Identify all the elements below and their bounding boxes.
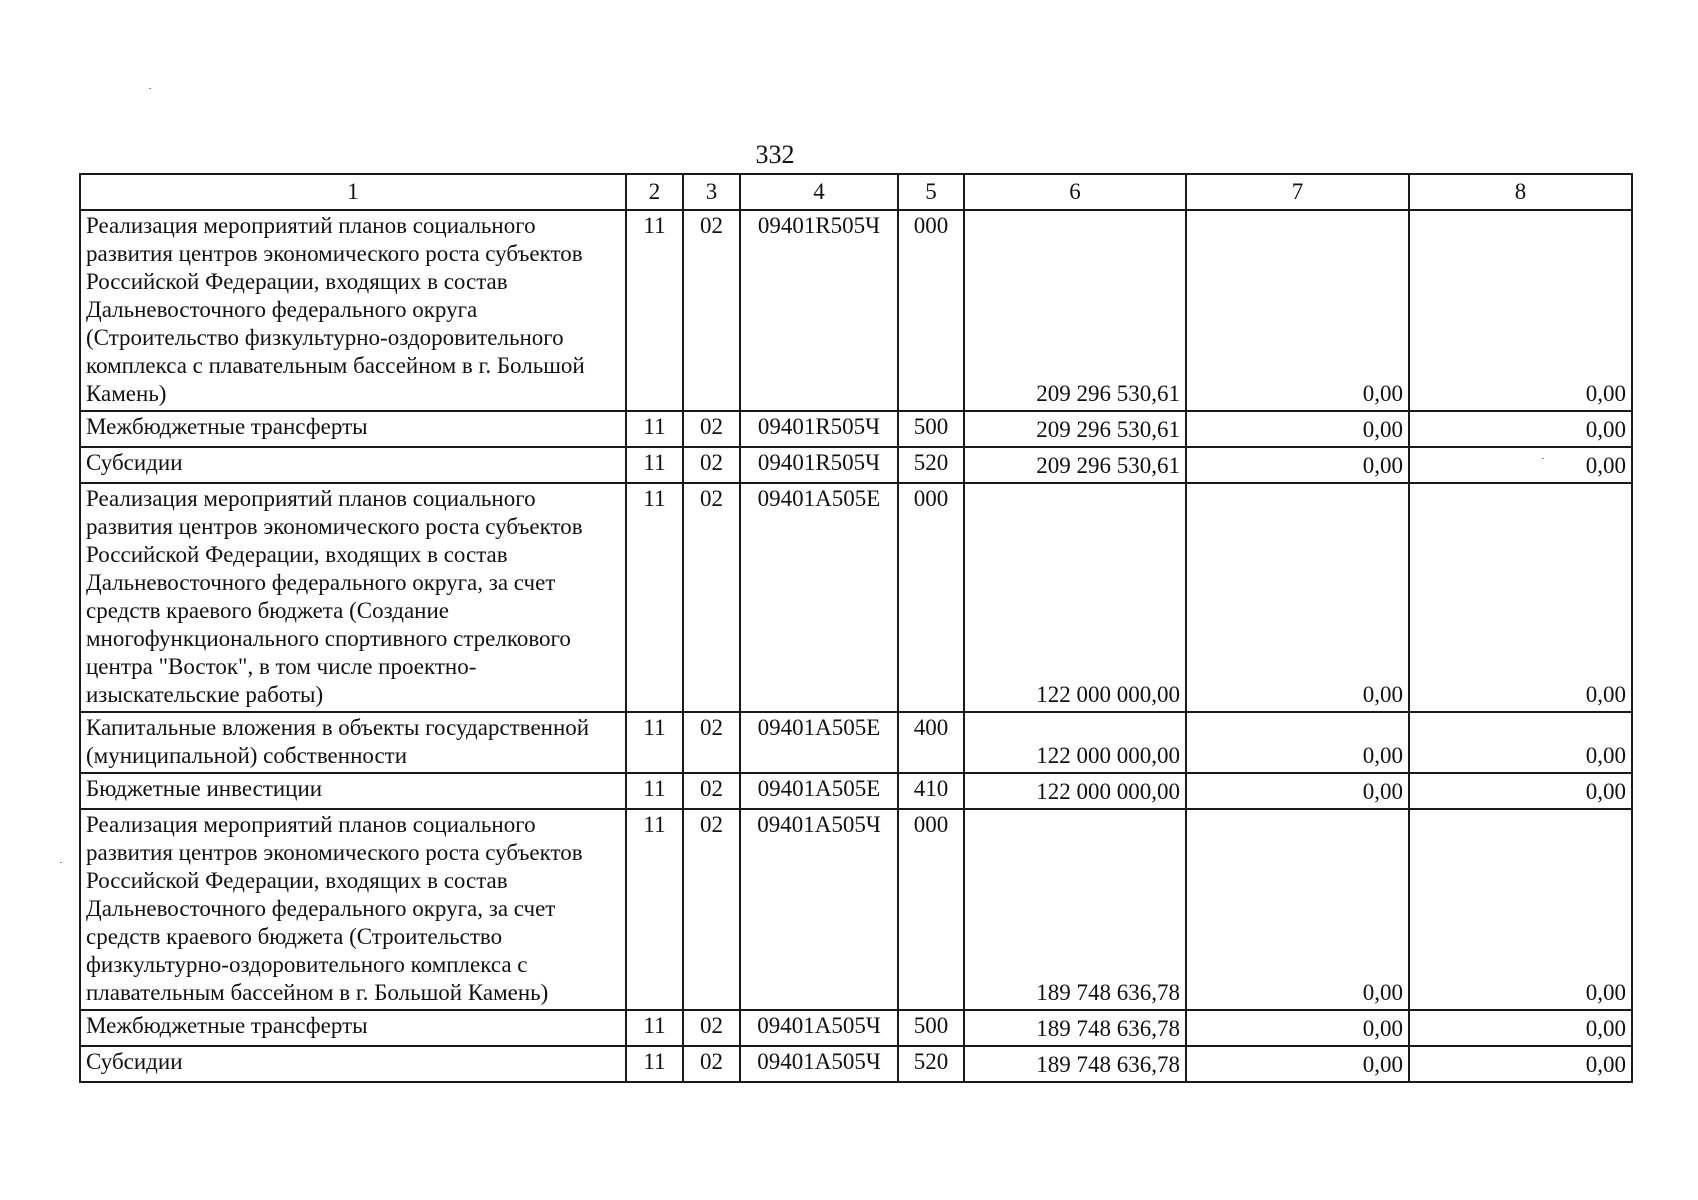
row-subsection: 02 [683, 411, 740, 447]
row-expense-type: 410 [898, 773, 964, 809]
header-cell: 7 [1186, 174, 1409, 210]
header-cell: 4 [740, 174, 898, 210]
row-section: 11 [626, 210, 683, 411]
scan-speck [149, 88, 151, 89]
table-row [80, 1010, 1632, 1046]
row-amount-col6: 209 296 530,61 [964, 411, 1186, 447]
row-amount-col8: 0,00 [1409, 447, 1632, 483]
table-row [80, 712, 1632, 773]
row-amount-col6: 189 748 636,78 [964, 1046, 1186, 1082]
table-header-row [80, 174, 1632, 210]
row-amount-col6: 122 000 000,00 [964, 712, 1186, 773]
budget-table [79, 173, 1633, 1083]
row-name: Реализация мероприятий планов социального развития центров экономического роста субъектов Российской Федерации, входящих в состав Дальневосточного федерального округа (Строительство физкультурно-оздоровительного комплекса с плавательным бассейном в г. Большой Камень) [80, 210, 626, 411]
page-number-text: 332 [755, 140, 795, 169]
table-row [80, 210, 1632, 411]
row-subsection: 02 [683, 809, 740, 1010]
row-subsection: 02 [683, 447, 740, 483]
row-expense-type: 000 [898, 210, 964, 411]
table-row [80, 773, 1632, 809]
table-row [80, 809, 1632, 1010]
row-target-code: 09401А505Ч [740, 1010, 898, 1046]
row-target-code: 09401А505Е [740, 773, 898, 809]
row-amount-col7: 0,00 [1186, 411, 1409, 447]
row-amount-col7: 0,00 [1186, 809, 1409, 1010]
row-target-code: 09401R505Ч [740, 411, 898, 447]
row-subsection: 02 [683, 712, 740, 773]
row-amount-col7: 0,00 [1186, 210, 1409, 411]
row-name: Реализация мероприятий планов социального развития центров экономического роста субъектов Российской Федерации, входящих в состав Дальневосточного федерального округа, за счет средств краевого бюджета (Создание многофункционального спортивного стрелкового центра "Восток", в том числе проектно-изыскательские работы) [80, 483, 626, 712]
row-section: 11 [626, 1046, 683, 1082]
row-expense-type: 000 [898, 809, 964, 1010]
row-amount-col6: 189 748 636,78 [964, 1010, 1186, 1046]
row-amount-col8: 0,00 [1409, 809, 1632, 1010]
row-amount-col8: 0,00 [1409, 483, 1632, 712]
row-amount-col8: 0,00 [1409, 712, 1632, 773]
row-amount-col8: 0,00 [1409, 1046, 1632, 1082]
row-target-code: 09401R505Ч [740, 447, 898, 483]
row-target-code: 09401А505Ч [740, 1046, 898, 1082]
row-target-code: 09401R505Ч [740, 210, 898, 411]
row-subsection: 02 [683, 1046, 740, 1082]
row-expense-type: 000 [898, 483, 964, 712]
row-subsection: 02 [683, 210, 740, 411]
row-expense-type: 520 [898, 447, 964, 483]
row-section: 11 [626, 411, 683, 447]
row-subsection: 02 [683, 773, 740, 809]
row-amount-col6: 209 296 530,61 [964, 210, 1186, 411]
row-amount-col7: 0,00 [1186, 447, 1409, 483]
table-row [80, 447, 1632, 483]
table-row [80, 483, 1632, 712]
header-cell: 6 [964, 174, 1186, 210]
page-number [0, 140, 1698, 170]
row-name: Межбюджетные трансферты [80, 1010, 626, 1046]
row-expense-type: 400 [898, 712, 964, 773]
row-amount-col7: 0,00 [1186, 773, 1409, 809]
row-amount-col8: 0,00 [1409, 773, 1632, 809]
row-amount-col7: 0,00 [1186, 483, 1409, 712]
row-amount-col8: 0,00 [1409, 210, 1632, 411]
row-target-code: 09401А505Ч [740, 809, 898, 1010]
row-amount-col6: 122 000 000,00 [964, 773, 1186, 809]
row-expense-type: 500 [898, 1010, 964, 1046]
header-cell: 8 [1409, 174, 1632, 210]
scan-speck [60, 862, 62, 863]
row-amount-col7: 0,00 [1186, 1046, 1409, 1082]
table-row [80, 411, 1632, 447]
row-amount-col8: 0,00 [1409, 1010, 1632, 1046]
row-section: 11 [626, 1010, 683, 1046]
row-amount-col6: 189 748 636,78 [964, 809, 1186, 1010]
row-section: 11 [626, 809, 683, 1010]
header-cell: 3 [683, 174, 740, 210]
row-expense-type: 520 [898, 1046, 964, 1082]
row-subsection: 02 [683, 483, 740, 712]
row-name: Субсидии [80, 1046, 626, 1082]
row-name: Реализация мероприятий планов социального развития центров экономического роста субъектов Российской Федерации, входящих в состав Дальневосточного федерального округа, за счет средств краевого бюджета (Строительство физкультурно-оздоровительного комплекса с плавательным бассейном в г. Большой Камень) [80, 809, 626, 1010]
row-subsection: 02 [683, 1010, 740, 1046]
table-row [80, 1046, 1632, 1082]
row-section: 11 [626, 447, 683, 483]
row-section: 11 [626, 773, 683, 809]
row-name: Межбюджетные трансферты [80, 411, 626, 447]
scan-speck [1542, 458, 1544, 459]
row-name: Бюджетные инвестиции [80, 773, 626, 809]
row-name: Капитальные вложения в объекты государственной (муниципальной) собственности [80, 712, 626, 773]
row-amount-col7: 0,00 [1186, 1010, 1409, 1046]
row-amount-col6: 209 296 530,61 [964, 447, 1186, 483]
header-cell: 5 [898, 174, 964, 210]
row-amount-col7: 0,00 [1186, 712, 1409, 773]
header-cell: 1 [80, 174, 626, 210]
row-section: 11 [626, 483, 683, 712]
row-amount-col6: 122 000 000,00 [964, 483, 1186, 712]
row-expense-type: 500 [898, 411, 964, 447]
row-amount-col8: 0,00 [1409, 411, 1632, 447]
header-cell: 2 [626, 174, 683, 210]
row-section: 11 [626, 712, 683, 773]
row-target-code: 09401А505Е [740, 483, 898, 712]
row-name: Субсидии [80, 447, 626, 483]
row-target-code: 09401А505Е [740, 712, 898, 773]
